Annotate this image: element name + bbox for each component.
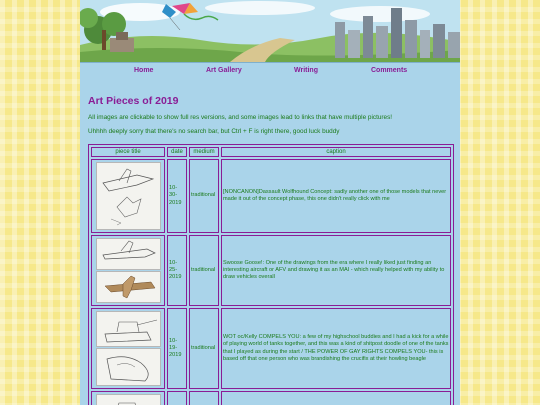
intro-text: All images are clickable to show full res versions, and some images lead to links that have multiple pictures! bbox=[88, 114, 393, 121]
table-row bbox=[91, 159, 451, 233]
art-gallery-table bbox=[88, 144, 454, 405]
nav-home-link[interactable]: Home bbox=[134, 67, 154, 74]
nav-writing-link[interactable]: Writing bbox=[294, 67, 318, 74]
piece-date: 10-19-2019 bbox=[167, 308, 187, 389]
artwork-thumbnail[interactable] bbox=[96, 238, 161, 270]
piece-medium: traditional bbox=[189, 235, 219, 306]
page-container bbox=[80, 0, 460, 405]
piece-medium: traditional bbox=[189, 159, 219, 233]
main-nav bbox=[80, 62, 460, 81]
column-header-caption: caption bbox=[221, 147, 451, 157]
piece-thumbnail-cell[interactable] bbox=[91, 391, 165, 405]
column-header-date: date bbox=[167, 147, 187, 157]
artwork-thumbnail[interactable] bbox=[96, 348, 161, 386]
piece-caption: [NONCANON]Dassault Wolfhound Concept: sadly another one of those models that never made it out of the concept phase, this one didn't really click with me bbox=[221, 159, 451, 233]
table-row bbox=[91, 391, 451, 405]
piece-date: 10-30-2019 bbox=[167, 159, 187, 233]
table-header-row bbox=[91, 147, 451, 157]
search-note-text: Uhhhh deeply sorry that there's no search bar, but Ctrl + F is right there, good luck buddy bbox=[88, 128, 340, 135]
artwork-thumbnail[interactable] bbox=[96, 271, 161, 303]
piece-date bbox=[167, 391, 187, 405]
piece-thumbnail-cell[interactable] bbox=[91, 235, 165, 306]
artwork-thumbnail[interactable] bbox=[96, 311, 161, 347]
piece-caption: WOT oc/Kelly COMPELS YOU: a few of my highschool buddies and I had a kick for a while of playing world of tanks together, and this was a kind of shitpost doodle of one of the tanks that I played as during the start / THE POWER OF GAY RIGHTS COMPELS YOU- this is based off that one person who was brandishing the crucifix at their howling beagle bbox=[221, 308, 451, 389]
nav-art-gallery-link[interactable]: Art Gallery bbox=[206, 67, 242, 74]
header-banner bbox=[80, 0, 460, 62]
piece-medium: traditional bbox=[189, 308, 219, 389]
artwork-thumbnail[interactable] bbox=[96, 394, 161, 405]
column-header-medium: medium bbox=[189, 147, 219, 157]
piece-medium bbox=[189, 391, 219, 405]
table-row bbox=[91, 235, 451, 306]
artwork-thumbnail[interactable] bbox=[96, 162, 161, 230]
piece-caption: Swoose Goose!: One of the drawings from the era where I really liked just finding an interesting aircraft or AFV and drawing it as an MAI - which really helped with my ability to draw vehicles overall bbox=[221, 235, 451, 306]
piece-caption bbox=[221, 391, 451, 405]
table-row bbox=[91, 308, 451, 389]
piece-thumbnail-cell[interactable] bbox=[91, 159, 165, 233]
page-title: Art Pieces of 2019 bbox=[88, 95, 179, 107]
nav-comments-link[interactable]: Comments bbox=[371, 67, 408, 74]
piece-thumbnail-cell[interactable] bbox=[91, 308, 165, 389]
column-header-piece-title: piece title bbox=[91, 147, 165, 157]
piece-date: 10-25-2019 bbox=[167, 235, 187, 306]
